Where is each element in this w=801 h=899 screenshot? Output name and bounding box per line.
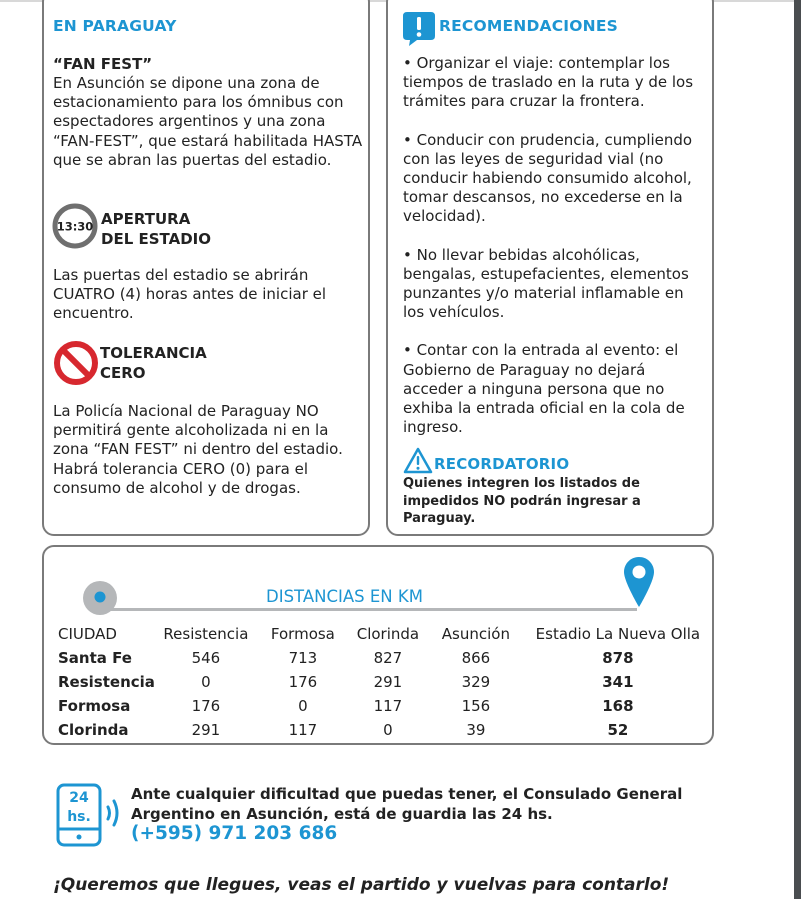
column-header: Estadio La Nueva Olla bbox=[535, 625, 701, 643]
clock-icon bbox=[52, 203, 98, 249]
distance-cell: 176 bbox=[191, 697, 221, 715]
distance-cell: 329 bbox=[461, 673, 491, 691]
distance-cell: 156 bbox=[461, 697, 491, 715]
tolerancia-heading-line1: TOLERANCIA bbox=[100, 344, 207, 362]
apertura-heading-line1: APERTURA bbox=[101, 210, 191, 228]
apertura-heading-line2: DEL ESTADIO bbox=[101, 230, 211, 248]
stadium-distance-cell: 168 bbox=[602, 697, 634, 715]
distance-cell: 0 bbox=[298, 697, 308, 715]
recomendacion-item: • Organizar el viaje: contemplar los tiempos de traslado en la ruta y de los trámites para cruzar la frontera. bbox=[403, 54, 694, 111]
column-header: Asunción bbox=[441, 625, 510, 643]
clock-time-label: 13:30 bbox=[56, 219, 94, 234]
distance-cell: 39 bbox=[466, 721, 486, 739]
closing-message: ¡Queremos que llegues, veas el partido y vuelvas para contarlo! bbox=[53, 875, 670, 895]
column-header: Clorinda bbox=[356, 625, 420, 643]
route-line bbox=[100, 608, 637, 611]
consulado-phone-number[interactable]: (+595) 971 203 686 bbox=[131, 823, 338, 844]
city-cell: Santa Fe bbox=[58, 649, 132, 667]
column-header: CIUDAD bbox=[58, 625, 117, 643]
consulado-message: Ante cualquier dificultad que puedas tener, el Consulado General Argentino en Asunción, está de guardia las 24 hs. bbox=[131, 785, 683, 823]
distance-cell: 291 bbox=[191, 721, 221, 739]
distance-cell: 827 bbox=[373, 649, 403, 667]
table-row bbox=[50, 718, 711, 742]
column-header: Resistencia bbox=[163, 625, 249, 643]
viewer-scrollbar[interactable] bbox=[794, 0, 801, 899]
distance-cell: 546 bbox=[191, 649, 221, 667]
section-title-recomendaciones: RECOMENDACIONES bbox=[439, 17, 618, 35]
recordatorio-heading: RECORDATORIO bbox=[434, 455, 570, 473]
distancias-title: DISTANCIAS EN KM bbox=[266, 587, 423, 606]
tolerancia-description-line2: Habrá tolerancia CERO (0) para el consumo de alcohol y de drogas. bbox=[53, 459, 309, 497]
fan-fest-description: En Asunción se dipone una zona de estacionamiento para los ómnibus con espectadores argentinos y una zona “FAN-FEST”, que estará habilitada HASTA que se abran las puertas del estadio. bbox=[53, 74, 363, 169]
stadium-distance-cell: 52 bbox=[607, 721, 629, 739]
table-header-row bbox=[50, 622, 711, 646]
distance-cell: 176 bbox=[288, 673, 318, 691]
table-row bbox=[50, 670, 711, 694]
stadium-distance-cell: 878 bbox=[602, 649, 634, 667]
table-row bbox=[50, 646, 711, 670]
recordatorio-description: Quienes integren los listados de impedidos NO podrán ingresar a Paraguay. bbox=[403, 476, 641, 526]
city-cell: Clorinda bbox=[58, 721, 129, 739]
tolerancia-heading bbox=[100, 343, 207, 383]
recomendacion-item: • No llevar bebidas alcohólicas, bengalas, estupefacientes, elementos punzantes y/o material inflamable en los vehículos. bbox=[403, 245, 689, 322]
location-pin-icon bbox=[624, 557, 654, 611]
tolerancia-description bbox=[53, 402, 363, 498]
column-header: Formosa bbox=[270, 625, 335, 643]
recomendacion-item: • Contar con la entrada al evento: el Gobierno de Paraguay no dejará acceder a ninguna persona que no exhiba la entrada oficial en la cola de ingreso. bbox=[403, 341, 685, 437]
stadium-distance-cell: 341 bbox=[602, 673, 634, 691]
route-start-icon bbox=[82, 580, 118, 616]
section-title-paraguay: EN PARAGUAY bbox=[53, 17, 177, 35]
distance-cell: 117 bbox=[373, 697, 403, 715]
distance-cell: 866 bbox=[461, 649, 491, 667]
apertura-heading bbox=[101, 209, 211, 249]
distance-cell: 0 bbox=[383, 721, 393, 739]
fan-fest-heading: “FAN FEST” bbox=[53, 55, 153, 73]
distance-table bbox=[50, 622, 711, 742]
tolerancia-heading-line2: CERO bbox=[100, 364, 146, 382]
recomendaciones-list bbox=[403, 54, 708, 456]
phone-icon-24-label: 24 bbox=[69, 790, 89, 806]
distance-cell: 291 bbox=[373, 673, 403, 691]
phone-24h-icon bbox=[56, 783, 134, 847]
alert-speech-icon bbox=[403, 12, 435, 46]
phone-icon-hs-label: hs. bbox=[67, 809, 91, 825]
distance-cell: 713 bbox=[288, 649, 318, 667]
distance-cell: 0 bbox=[201, 673, 211, 691]
table-row bbox=[50, 694, 711, 718]
recomendacion-item: • Conducir con prudencia, cumpliendo con las leyes de seguridad vial (no conducir habiendo consumido alcohol, tomar descansos, no excederse en la velocidad). bbox=[403, 130, 693, 226]
warning-icon bbox=[403, 447, 433, 474]
distance-cell: 117 bbox=[288, 721, 318, 739]
apertura-description: Las puertas del estadio se abrirán CUATRO (4) horas antes de iniciar el encuentro. bbox=[53, 266, 327, 323]
city-cell: Formosa bbox=[58, 697, 131, 715]
no-entry-icon bbox=[53, 340, 99, 386]
city-cell: Resistencia bbox=[58, 673, 155, 691]
tolerancia-description-line1: La Policía Nacional de Paraguay NO permitirá gente alcoholizada ni en la zona “FAN FEST” ni dentro del estadio. bbox=[53, 402, 343, 459]
